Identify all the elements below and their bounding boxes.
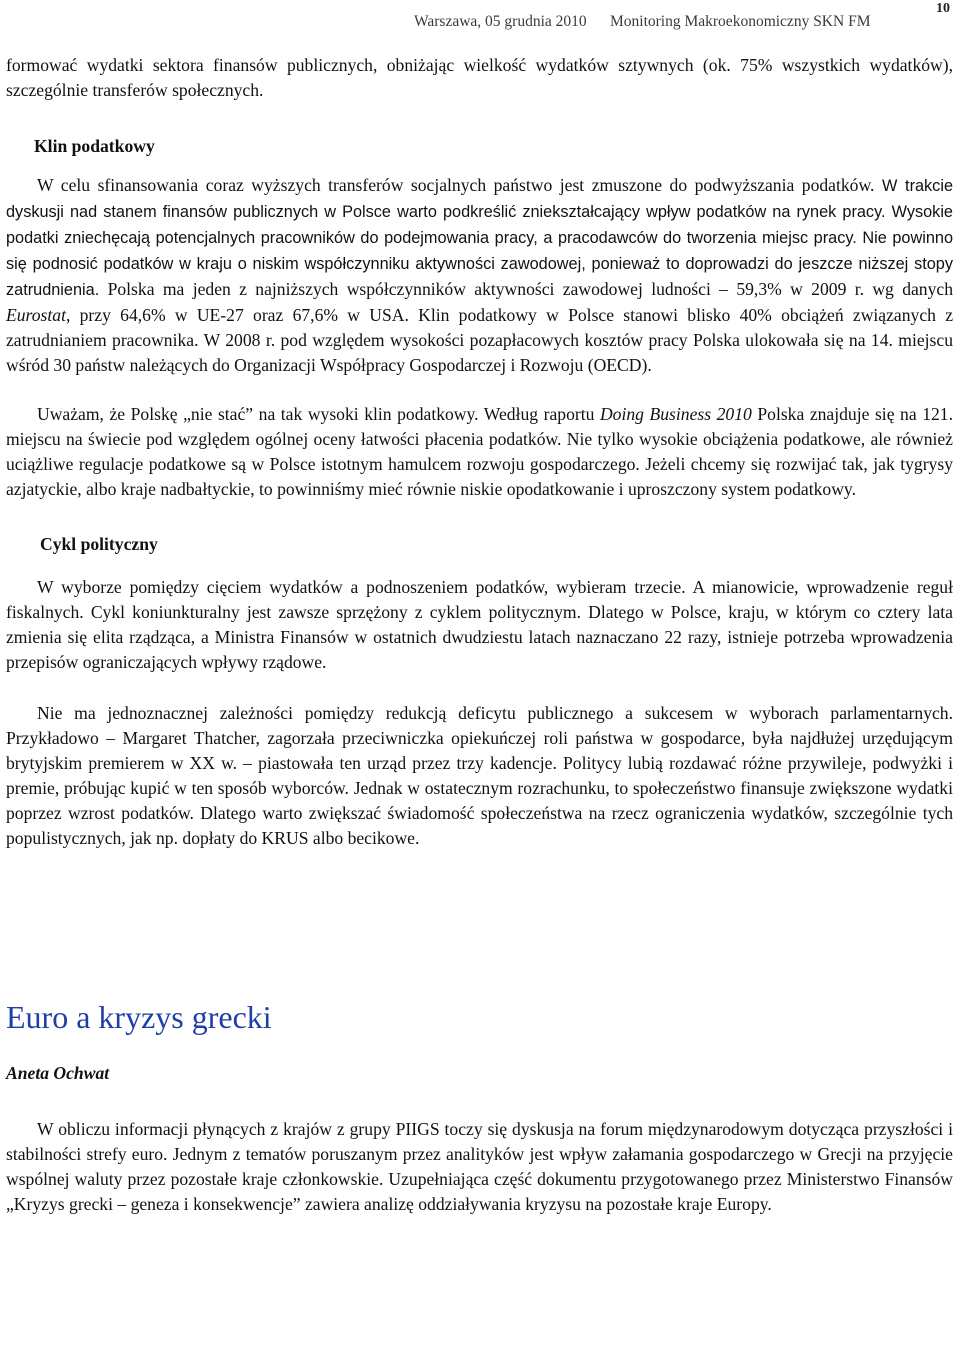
eurostat-source: Eurostat (6, 305, 66, 325)
document-body (6, 53, 953, 1217)
page-number: 10 (936, 1, 950, 16)
paragraph-klin-2 (6, 402, 953, 502)
page-header (414, 1, 952, 32)
klin-2-part-b: Polska znajduje się na 121. miejscu na świecie pod względem ogólnej oceny łatwości płacenia podatków. Nie tylko wysokie obciążenia podatkowe, ale również uciążliwe regulacje podatkowe są w Polsce istotnym hamulcem rozwoju gospodarczego. Jeżeli chcemy się rozwijać tak, jak tygrysy azjatyckie, albo kraje nadbałtyckie, to powinniśmy mieć równie niskie opodatkowanie i uproszczony system podatkowy. (6, 404, 953, 499)
section-title-euro: Euro a kryzys grecki (6, 999, 272, 1035)
paragraph-euro: W obliczu informacji płynących z krajów z grupy PIIGS toczy się dyskusja na forum międzynarodowym dotycząca przyszłości i stabilności strefy euro. Jednym z tematów poruszanym przez analityków jest wpływ załamania gospodarczego w Grecji na przyjęcie wspólnej waluty przez pozostałe kraje członkowskie. Uzupełniająca część dokumentu przygotowanego przez Ministerstwo Finansów „Kryzys grecki – geneza i konsekwencje” zawiera analizę oddziaływania kryzysu na pozostałe kraje Europy. (6, 1119, 953, 1214)
klin-1-part-c: Polska ma jeden z najniższych współczynników aktywności zawodowej ludności – 59,3% w 2009 r. wg danych (99, 279, 953, 299)
paragraph-cykl-2: Nie ma jednoznacznej zależności pomiędzy redukcją deficytu publicznego a sukcesem w wyborach parlamentarnych. Przykładowo – Margaret Thatcher, zagorzała przeciwniczka opiekuńczej roli państwa w gospodarce, była najdłużej urzędującym brytyjskim premierem w XX w. – piastowała ten urząd przez trzy kadencje. Politycy lubią rozdawać różne przywileje, podwyżki i premie, próbując kupić w ten sposób wyborców. Jednak w ostatecznym rozrachunku, to społeczeństwo finansuje zwiększone wydatki poprzez wzrost podatków. Dlatego warto zwiększać świadomość społeczeństwa na rzecz ograniczenia wydatków, szczególnie tych populistycznych, jak np. dopłaty do KRUS albo becikowe. (6, 703, 953, 848)
klin-2-part-a: Uważam, że Polskę „nie stać” na tak wysoki klin podatkowy. Według raportu (37, 404, 600, 424)
klin-1-part-b: W trakcie dyskusji nad stanem finansów publicznych w Polsce warto podkreślić zniekształcający wpływ podatków na rynek pracy. Wysokie podatki zniechęcają potencjalnych pracowników do podejmowania pracy, a pracodawców do tworzenia miejsc pracy. Nie powinno się podnosić podatków w kraju o niskim współczynniku aktywności zawodowej, ponieważ to doprowadzi do jeszcze niższej stopy zatrudnienia. (6, 177, 953, 299)
doing-business-report: Doing Business 2010 (599, 404, 752, 424)
header-publication: Monitoring Makroekonomiczny SKN FM (610, 13, 871, 30)
header-date: Warszawa, 05 grudnia 2010 (414, 13, 587, 30)
klin-1-part-d: , przy 64,6% w UE-27 oraz 67,6% w USA. Klin podatkowy w Polsce stanowi blisko 40% obciążeń związanych z zatrudnianiem pracownika. W 2008 r. pod względem wysokości pozapłacowych kosztów pracy Polska ulokowała się na 14. miejscu wśród 30 państw należących do Organizacji Współpracy Gospodarczej i Rozwoju (OECD). (6, 305, 953, 375)
paragraph-cykl-1: W wyborze pomiędzy cięciem wydatków a podnoszeniem podatków, wybieram trzecie. A mianowicie, wprowadzenie reguł fiskalnych. Cykl koniunkturalny jest zawsze sprzężony z cyklem politycznym. Dlatego w Polsce, kraju, w którym co cztery lata zmienia się elita rządząca, a Ministra Finansów w ostatnich dwudziestu latach naznaczano 22 razy, istnieje potrzeba wprowadzenia przepisów ograniczających wpływy rządowe. (6, 577, 953, 672)
subheading-cykl-polityczny: Cykl polityczny (40, 534, 158, 554)
author-name: Aneta Ochwat (6, 1063, 110, 1083)
subheading-klin-podatkowy: Klin podatkowy (34, 136, 155, 156)
klin-1-part-a: W celu sfinansowania coraz wyższych transferów socjalnych państwo jest zmuszone do podwyższania podatków. (37, 175, 875, 195)
paragraph-klin-1 (6, 173, 953, 378)
paragraph-intro: formować wydatki sektora finansów publicznych, obniżając wielkość wydatków sztywnych (ok. 75% wszystkich wydatków), szczególnie transferów społecznych. (6, 55, 953, 100)
